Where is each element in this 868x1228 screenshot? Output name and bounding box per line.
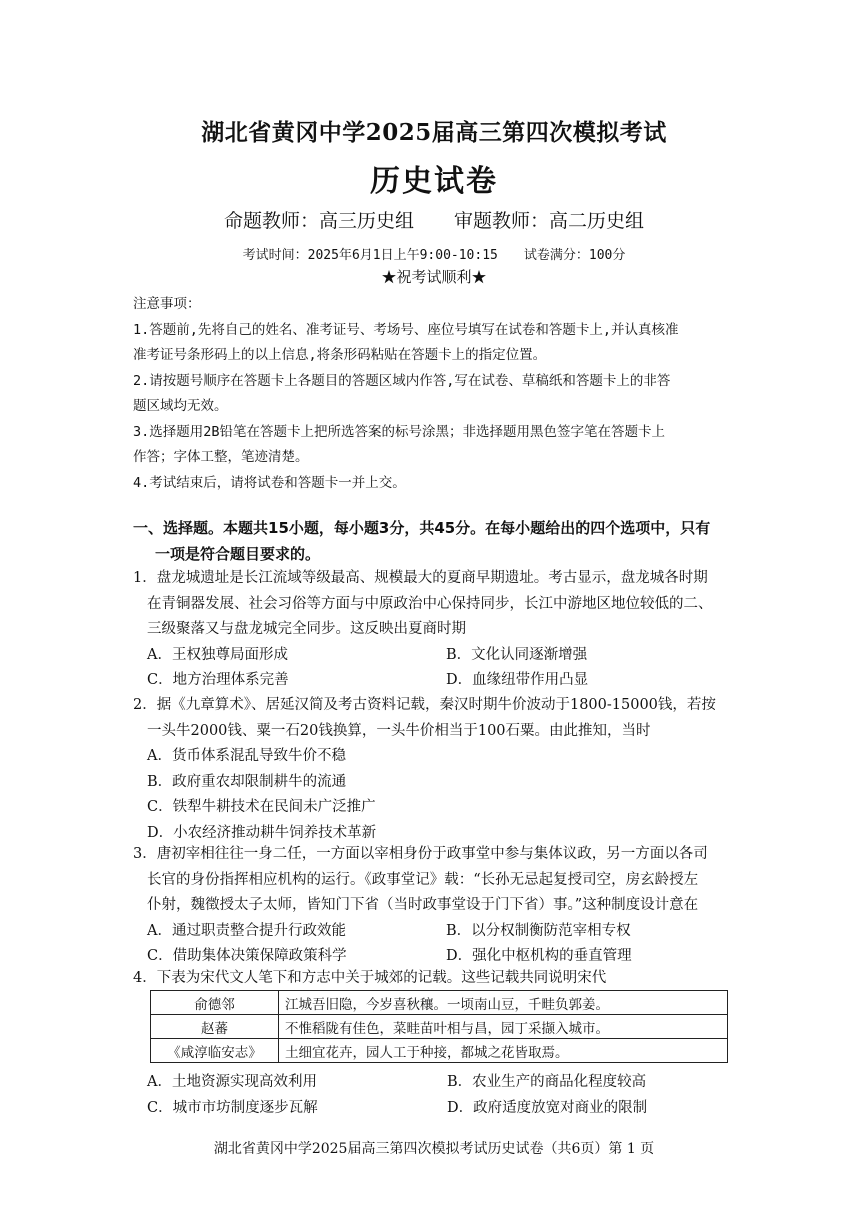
good-luck-line: ★祝考试顺利★ [381,268,487,286]
table-row [151,1039,728,1063]
option-c: C．地方治理体系完善 [147,672,289,688]
notes-line: 准考证号条形码上的以上信息,将条形码粘贴在答题卡上的指定位置。 [133,347,547,363]
option-a: A．通过职责整合提升行政效能 [147,922,346,939]
option-c: C．城市市坊制度逐步瓦解 [147,1099,318,1116]
option-a: A．王权独尊局面形成 [147,646,288,663]
exam-time: 考试时间：2025年6月1日上午9:00-10:15 [242,248,498,263]
table-row [151,991,728,1015]
option-d: D．强化中枢机构的垂直管理 [446,948,632,964]
exam-title: 湖北省黄冈中学2025届高三第四次模拟考试 [201,119,667,146]
notes-line: 2.请按题号顺序在答题卡上各题目的答题区域内作答,写在试卷、草稿纸和答题卡上的非答 [133,372,671,389]
question-stem: 三级聚落又与盘龙城完全同步。这反映出夏商时期 [147,621,466,637]
full-score: 试卷满分：100分 [523,248,626,263]
option-c: C．铁犁牛耕技术在民间未广泛推广 [147,799,376,815]
question-4-options [147,1070,747,1121]
notes-heading: 注意事项： [133,296,201,312]
section-heading [133,516,745,567]
question-stem: 1．盘龙城遗址是长江流域等级最高、规模最大的夏商早期遗址。考古显示，盘龙城各时期 [133,570,708,586]
section-heading-line: 一项是符合题目要求的。 [155,544,321,563]
table-cell-record: 土细宜花卉，园人工于种接，都城之花皆取焉。 [279,1039,728,1063]
exam-info-line [0,244,868,263]
authors-line [0,206,868,233]
question-3 [133,842,745,970]
option-c: C．借助集体决策保障政策科学 [147,948,347,964]
question-1 [133,566,745,694]
table-cell-record: 江城吾旧隐，今岁喜秋穰。一顷南山豆，千畦负郭姜。 [279,991,728,1015]
records-table [150,990,728,1063]
notes-line: 作答；字体工整，笔迹清楚。 [133,449,309,465]
section-heading-line: 一、选择题。本题共15小题，每小题3分，共45分。在每小题给出的四个选项中，只有 [133,519,711,537]
question-stem: 3．唐初宰相往往一身二任，一方面以宰相身份于政事堂中参与集体议政，另一方面以各司 [133,846,708,862]
notes-block [133,292,743,496]
table-cell-source: 赵蕃 [151,1015,279,1039]
option-b: B．文化认同逐渐增强 [446,646,588,663]
option-b: B．以分权制衡防范宰相专权 [446,922,631,939]
table-cell-source: 俞德邻 [151,991,279,1015]
table-row [151,1015,728,1039]
option-b: B．政府重农却限制耕牛的流通 [147,773,347,790]
question-stem: 4．下表为宋代文人笔下和方志中关于城郊的记载。这些记载共同说明宋代 [133,970,607,986]
notes-line: 题区域均无效。 [133,398,228,414]
page-footer: 湖北省黄冈中学2025届高三第四次模拟考试历史试卷（共6页）第 1 页 [213,1141,655,1157]
question-stem: 2．据《九章算术》、居延汉简及考古资料记载，秦汉时期牛价波动于1800-15000钱，若按 [133,697,716,713]
setter-teacher: 命题教师：高三历史组 [223,210,414,232]
table-cell-source: 《咸淳临安志》 [151,1039,279,1063]
option-d: D．小农经济推动耕牛饲养技术革新 [147,824,377,841]
option-a: A．土地资源实现高效利用 [147,1074,317,1090]
subject-title: 历史试卷 [370,164,498,199]
question-4 [133,966,745,992]
question-stem: 长官的身份指挥相应机构的运行。《政事堂记》载：“长孙无忌起复授司空，房玄龄授左 [147,871,699,888]
reviewer-teacher: 审题教师：高二历史组 [454,210,645,232]
notes-line: 4.考试结束后，请将试卷和答题卡一并上交。 [133,474,406,491]
question-stem: 仆射，魏徵授太子太师，皆知门下省（当时政事堂设于门下省）事。”这种制度设计意在 [147,897,699,913]
option-b: B．农业生产的商品化程度较高 [447,1074,647,1090]
question-stem: 在青铜器发展、社会习俗等方面与中原政治中心保持同步，长江中游地区地位较低的二、 [147,595,713,612]
option-a: A．货币体系混乱导致牛价不稳 [147,748,346,764]
notes-line: 1.答题前,先将自己的姓名、准考证号、考场号、座位号填写在试卷和答题卡上,并认真核准 [133,321,679,338]
table-cell-record: 不惟稻陇有佳色，菜畦苗叶相与昌，园丁采撷入城市。 [279,1015,728,1039]
question-stem: 一头牛2000钱、粟一石20钱换算，一头牛价相当于100石粟。由此推知，当时 [147,722,651,739]
option-d: D．政府适度放宽对商业的限制 [447,1099,648,1116]
notes-line: 3.选择题用2B铅笔在答题卡上把所选答案的标号涂黑；非选择题用黑色签字笔在答题卡上 [133,423,666,440]
question-2 [133,693,745,846]
option-d: D．血缘纽带作用凸显 [446,672,589,688]
